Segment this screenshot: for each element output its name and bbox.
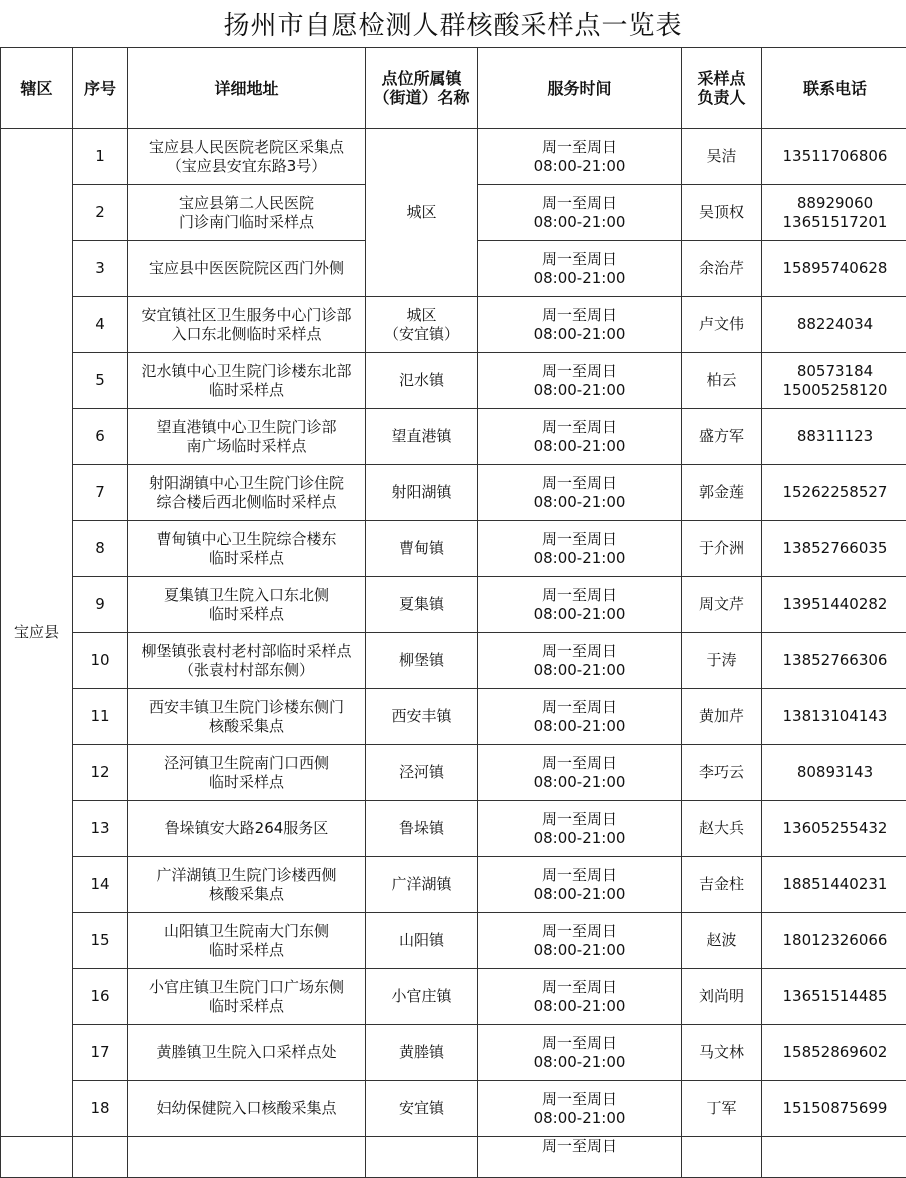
table-row: [1, 745, 906, 801]
header-address: 详细地址: [128, 48, 366, 129]
town-cell: 山阳镇: [366, 913, 478, 969]
town-cell: 鲁垛镇: [366, 801, 478, 857]
hours-cell: 周一至周日 08:00-21:00: [478, 465, 682, 521]
hours-cell: 周一至周日: [478, 1137, 682, 1178]
row-number: 17: [73, 1025, 128, 1081]
phone-cell: 88224034: [762, 297, 906, 353]
row-number: 18: [73, 1081, 128, 1137]
person-cell: 吉金柱: [682, 857, 762, 913]
address-cell: 宝应县人民医院老院区采集点 （宝应县安宜东路3号）: [128, 129, 366, 185]
phone-cell: 13605255432: [762, 801, 906, 857]
address-cell: 泾河镇卫生院南门口西侧 临时采样点: [128, 745, 366, 801]
header-phone: 联系电话: [762, 48, 906, 129]
person-cell: 丁军: [682, 1081, 762, 1137]
phone-cell: 88311123: [762, 409, 906, 465]
person-cell: 吴洁: [682, 129, 762, 185]
address-cell: 宝应县中医医院院区西门外侧: [128, 241, 366, 297]
town-cell: 西安丰镇: [366, 689, 478, 745]
page-title: 扬州市自愿检测人群核酸采样点一览表: [0, 0, 906, 47]
phone-cell: 13951440282: [762, 577, 906, 633]
town-cell: 柳堡镇: [366, 633, 478, 689]
person-cell: 赵波: [682, 913, 762, 969]
person-cell: 于介洲: [682, 521, 762, 577]
phone-cell: 18851440231: [762, 857, 906, 913]
hours-cell: 周一至周日 08:00-21:00: [478, 857, 682, 913]
table-row: [1, 689, 906, 745]
address-cell: 鲁垛镇安大路264服务区: [128, 801, 366, 857]
person-cell: 郭金莲: [682, 465, 762, 521]
town-cell: 城区: [366, 129, 478, 297]
header-no: 序号: [73, 48, 128, 129]
table-row: [1, 521, 906, 577]
address-cell: 射阳湖镇中心卫生院门诊住院 综合楼后西北侧临时采样点: [128, 465, 366, 521]
table-row: [1, 857, 906, 913]
town-cell: 安宜镇: [366, 1081, 478, 1137]
header-hours: 服务时间: [478, 48, 682, 129]
table-row: [1, 633, 906, 689]
person-cell: 卢文伟: [682, 297, 762, 353]
table-row: [1, 353, 906, 409]
person-cell: 吴顶权: [682, 185, 762, 241]
hours-cell: 周一至周日 08:00-21:00: [478, 801, 682, 857]
phone-cell: 13651514485: [762, 969, 906, 1025]
phone-cell: 18012326066: [762, 913, 906, 969]
phone-cell: 13852766035: [762, 521, 906, 577]
address-cell: 妇幼保健院入口核酸采集点: [128, 1081, 366, 1137]
address-cell: 曹甸镇中心卫生院综合楼东 临时采样点: [128, 521, 366, 577]
person-cell: 余治芹: [682, 241, 762, 297]
person-cell: 柏云: [682, 353, 762, 409]
town-cell: 射阳湖镇: [366, 465, 478, 521]
row-number: 6: [73, 409, 128, 465]
row-number: 7: [73, 465, 128, 521]
header-row: [1, 48, 906, 129]
hours-cell: 周一至周日 08:00-21:00: [478, 297, 682, 353]
row-number: 10: [73, 633, 128, 689]
hours-cell: 周一至周日 08:00-21:00: [478, 241, 682, 297]
table-row: [1, 409, 906, 465]
hours-cell: 周一至周日 08:00-21:00: [478, 1025, 682, 1081]
table-row: [1, 801, 906, 857]
row-number: 16: [73, 969, 128, 1025]
town-cell: 曹甸镇: [366, 521, 478, 577]
row-number: 8: [73, 521, 128, 577]
table-row: [1, 465, 906, 521]
person-cell: 李巧云: [682, 745, 762, 801]
row-number: 5: [73, 353, 128, 409]
row-number: 11: [73, 689, 128, 745]
empty-cell: [366, 1137, 478, 1178]
hours-cell: 周一至周日 08:00-21:00: [478, 409, 682, 465]
row-number: 4: [73, 297, 128, 353]
hours-cell: 周一至周日 08:00-21:00: [478, 353, 682, 409]
header-person: 采样点 负责人: [682, 48, 762, 129]
address-cell: 望直港镇中心卫生院门诊部 南广场临时采样点: [128, 409, 366, 465]
address-cell: 山阳镇卫生院南大门东侧 临时采样点: [128, 913, 366, 969]
phone-cell: 15895740628: [762, 241, 906, 297]
table-row: [1, 577, 906, 633]
row-number: 9: [73, 577, 128, 633]
hours-cell: 周一至周日 08:00-21:00: [478, 745, 682, 801]
header-district: 辖区: [1, 48, 73, 129]
address-cell: 宝应县第二人民医院 门诊南门临时采样点: [128, 185, 366, 241]
phone-cell: 13511706806: [762, 129, 906, 185]
town-cell: 黄塍镇: [366, 1025, 478, 1081]
address-cell: 安宜镇社区卫生服务中心门诊部 入口东北侧临时采样点: [128, 297, 366, 353]
phone-cell: 15852869602: [762, 1025, 906, 1081]
hours-cell: 周一至周日 08:00-21:00: [478, 689, 682, 745]
person-cell: 盛方军: [682, 409, 762, 465]
table-row: [1, 297, 906, 353]
person-cell: 刘尚明: [682, 969, 762, 1025]
district-cell: 宝应县: [1, 129, 73, 1137]
phone-cell: 15262258527: [762, 465, 906, 521]
header-town: 点位所属镇 （街道）名称: [366, 48, 478, 129]
table-row-partial: [1, 1137, 906, 1178]
address-cell: 黄塍镇卫生院入口采样点处: [128, 1025, 366, 1081]
person-cell: 周文芹: [682, 577, 762, 633]
town-cell: 广洋湖镇: [366, 857, 478, 913]
address-cell: 氾水镇中心卫生院门诊楼东北部 临时采样点: [128, 353, 366, 409]
table-row: [1, 913, 906, 969]
phone-cell: 15150875699: [762, 1081, 906, 1137]
row-number: 14: [73, 857, 128, 913]
empty-cell: [682, 1137, 762, 1178]
empty-cell: [1, 1137, 73, 1178]
town-cell: 城区 （安宜镇）: [366, 297, 478, 353]
sampling-sites-table: [0, 47, 906, 1178]
hours-cell: 周一至周日 08:00-21:00: [478, 129, 682, 185]
address-cell: 柳堡镇张袁村老村部临时采样点 （张袁村村部东侧）: [128, 633, 366, 689]
row-number: 13: [73, 801, 128, 857]
town-cell: 望直港镇: [366, 409, 478, 465]
hours-cell: 周一至周日 08:00-21:00: [478, 1081, 682, 1137]
table-row: [1, 129, 906, 185]
person-cell: 马文林: [682, 1025, 762, 1081]
phone-cell: 88929060 13651517201: [762, 185, 906, 241]
phone-cell: 80573184 15005258120: [762, 353, 906, 409]
hours-cell: 周一至周日 08:00-21:00: [478, 577, 682, 633]
phone-cell: 13813104143: [762, 689, 906, 745]
phone-cell: 80893143: [762, 745, 906, 801]
phone-cell: 13852766306: [762, 633, 906, 689]
address-cell: 夏集镇卫生院入口东北侧 临时采样点: [128, 577, 366, 633]
town-cell: 泾河镇: [366, 745, 478, 801]
row-number: 3: [73, 241, 128, 297]
address-cell: 西安丰镇卫生院门诊楼东侧门 核酸采集点: [128, 689, 366, 745]
town-cell: 小官庄镇: [366, 969, 478, 1025]
row-number: 1: [73, 129, 128, 185]
hours-cell: 周一至周日 08:00-21:00: [478, 185, 682, 241]
address-cell: 广洋湖镇卫生院门诊楼西侧 核酸采集点: [128, 857, 366, 913]
hours-cell: 周一至周日 08:00-21:00: [478, 633, 682, 689]
person-cell: 黄加芹: [682, 689, 762, 745]
empty-cell: [128, 1137, 366, 1178]
row-number: 15: [73, 913, 128, 969]
table-row: [1, 1025, 906, 1081]
hours-cell: 周一至周日 08:00-21:00: [478, 521, 682, 577]
row-number: 2: [73, 185, 128, 241]
empty-cell: [762, 1137, 906, 1178]
hours-cell: 周一至周日 08:00-21:00: [478, 913, 682, 969]
address-cell: 小官庄镇卫生院门口广场东侧 临时采样点: [128, 969, 366, 1025]
town-cell: 氾水镇: [366, 353, 478, 409]
person-cell: 赵大兵: [682, 801, 762, 857]
person-cell: 于涛: [682, 633, 762, 689]
row-number: 12: [73, 745, 128, 801]
empty-cell: [73, 1137, 128, 1178]
table-row: [1, 1081, 906, 1137]
town-cell: 夏集镇: [366, 577, 478, 633]
table-row: [1, 969, 906, 1025]
hours-cell: 周一至周日 08:00-21:00: [478, 969, 682, 1025]
